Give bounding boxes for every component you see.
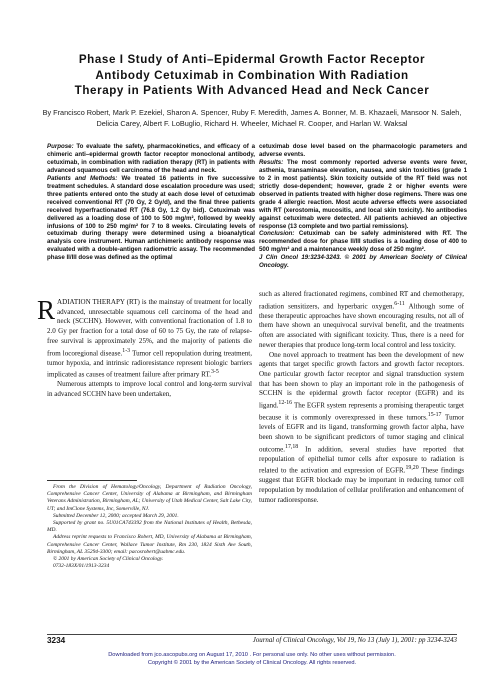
intro-p3-b: The EGFR system represents a promising therapeutic target because it is commonly overexpressed in these tumors. <box>259 401 464 422</box>
footer-divider <box>47 634 457 635</box>
intro-p2-text-b: Although some of these therapeutic approaches have shown encouraging results, not all of them have shown an unequivocal survival benefit, and the treatments often are associated with significant toxicity. Thus, there is a need for newer therapies that produce long-term local control and less toxicity. <box>259 302 464 349</box>
abstract-purpose <box>47 143 255 175</box>
results-label: Results: <box>259 158 284 166</box>
intro-paragraph-2-cont <box>259 290 464 351</box>
intro-p3-a: One novel approach to treatment has been the development of new agents that target specific growth factors and growth factor receptors. One particular growth factor receptor and signal transduction system that has been shown to play an important role in the pathogenesis of SCCHN is the epidermal growth factor receptor (EGFR) and its ligand. <box>259 350 464 410</box>
abstract-results <box>259 159 467 231</box>
ref-superscript: 19,20 <box>405 465 419 472</box>
intro-paragraph-3 <box>259 351 464 506</box>
ref-superscript: 17,18 <box>285 443 299 450</box>
footnote-divider <box>47 480 137 481</box>
intro-paragraph-2: Numerous attempts to improve local control and long-term survival in advanced SCCHN have been undertaken, <box>47 380 252 399</box>
body-left-column <box>37 295 252 400</box>
footnote-funding: Supported by grant no. 5U01CA743392 from the National Institutes of Health, Bethesda, MD. <box>47 520 252 534</box>
article-title: Phase I Study of Anti–Epidermal Growth Factor Receptor Antibody Cetuximab in Combination With Radiation Therapy in Patients With Advanced Head and Neck Cancer <box>74 53 430 97</box>
purpose-label: Purpose: <box>47 143 74 150</box>
ref-superscript: 15-17 <box>427 412 442 419</box>
abstract-left-column <box>47 143 255 262</box>
methods-continued: cetuximab dose level based on the pharmacologic parameters and adverse events. <box>259 143 467 158</box>
methods-text: We treated 16 patients in five successive treatment schedules. A standard dose escalation procedure was used; three patients entered onto the study at each dose level of cetuximab received conventional RT (70 Gy, 2 Gy/d), and the final three patients received hyperfractionated RT (76.8 Gy, 1.2 Gy bid). Cetuximab was delivered as a loading dose of 100 to 500 mg/m², followed by weekly infusions of 100 to 250 mg/m² for 7 to 8 weeks. Circulating levels of cetuximab during therapy were determined using a bioanalytical analysis core instrument. Human antichimeric antibody response was evaluated with a double-antigen radiometric assay. The recommended phase II/III dose was defined as the optimal <box>47 174 255 262</box>
drop-cap: R <box>37 295 56 325</box>
footnote-reprints: Address reprint requests to Francisco Robert, MD, University of Alabama at Birmingham, Comprehensive Cancer Center, Wallace Tumor Institute, Rm 230, 1824 Sixth Ave South, Birmingham, AL 35294-3300; email: pacosrobert@uabmc.edu. <box>47 534 252 555</box>
intro-p3-e: These findings suggest that EGFR blockade may be important in reducing tumor cell repopulation by modulation of cellular proliferation and enhancement of tumor radioresponse. <box>259 466 464 504</box>
footnote-copyright: © 2001 by American Society of Clinical Oncology. <box>53 556 164 563</box>
citation-journal: J Clin Oncol 19:3234-3243. <box>259 254 342 262</box>
intro-p1-lead: ADIATION THERAPY (RT) is the mainstay of treatment for locally advanced, unresectable squamous cell carcinoma of the head and neck (SCCHN). However, with conventional fractionation of 1.8 to 2.0 Gy per fraction for a total dose of 60 to 75 Gy, the rate of relapse-free survival is approximately 25%, and the majority of patients die from locoregional disease. <box>47 298 252 357</box>
conclusion-label: Conclusion: <box>259 230 295 238</box>
author-list: By Francisco Robert, Mark P. Ezekiel, Sharon A. Spencer, Ruby F. Meredith, James A. Bonner, M. B. Khazaeli, Mansoor N. Saleh, Delicia Carey, Albert F. LoBuglio, Richard H. Wheeler, Michael R. Cooper, and Harlan W. Waksal <box>42 108 462 128</box>
footnote-dates: Submitted December 12, 2000; accepted March 29, 2001. <box>53 512 179 519</box>
abstract-citation <box>259 254 467 270</box>
ref-superscript: 12-16 <box>278 400 293 407</box>
intro-p2-text: such as altered fractionated regimens, combined RT and chemotherapy, radiation sensitizers, and hyperbaric oxygen. <box>259 290 464 311</box>
purpose-text: To evaluate the safety, pharmacokinetics, and efficacy of a chimeric anti–epidermal growth factor receptor monoclonal antibody, cetuximab, in combination with radiation therapy (RT) in patients with advanced squamous cell carcinoma of the head and neck. <box>47 143 255 174</box>
download-notice: Downloaded from jco.ascopubs.org on August 17, 2010 . For personal use only. No other uses without permission. <box>108 652 396 658</box>
footnote-affiliations: From the Division of Hematology/Oncology, Department of Radiation Oncology, Comprehensive Cancer Center, University of Alabama at Birmingham, and Birmingham Veterans Administration, Birmingham, AL; University of Utah Medical Center, Salt Lake City, UT; and ImClone Systems, Inc, Somerville, NJ. <box>47 484 252 512</box>
copyright-notice: Copyright © 2001 by the American Society of Clinical Oncology. All rights reserved. <box>147 660 357 666</box>
intro-p3-c: Tumor levels of EGFR and its ligand, transforming growth factor alpha, have been shown to be significant predictors of tumor staging and clinical outcome. <box>259 413 464 453</box>
intro-p3-d: In addition, several studies have reported that repopulation of epithelial tumor cells after exposure to radiation is related to the activation and expression of EGFR. <box>259 444 464 475</box>
footnote-issn: 0732-183X/01/1913-3234 <box>53 563 110 570</box>
abstract-conclusion <box>259 230 467 254</box>
ref-superscript: 1-3 <box>122 347 131 354</box>
citation-copyright: © 2001 by American Society of Clinical Oncology. <box>259 254 467 270</box>
journal-citation-footer: Journal of Clinical Oncology, Vol 19, No 13 (July 1), 2001: pp 3234-3243 <box>252 637 457 644</box>
abstract-right-column <box>259 143 467 270</box>
body-right-column <box>259 290 464 505</box>
conclusion-text: Cetuximab can be safely administered with RT. The recommended dose for phase II/III studies is a loading dose of 400 to 500 mg/m² and a maintenance weekly dose of 250 mg/m². <box>259 230 467 254</box>
footnotes <box>47 484 252 570</box>
ref-superscript: 3-5 <box>211 369 219 376</box>
methods-label: Patients and Methods: <box>47 174 118 182</box>
page-number: 3234 <box>47 636 66 645</box>
ref-superscript: 6-11 <box>394 300 405 307</box>
results-text: The most commonly reported adverse events were fever, asthenia, transaminase elevation, nausea, and skin toxicities (grade 1 to 2 in most patients). Skin toxicity outside of the RT field was not strictly dose-dependent; however, grade 2 or higher events were observed in patients treated with higher dose regimens. There was one grade 4 allergic reaction. Most acute adverse effects were associated with RT (xerostomia, mucositis, and local skin toxicity). No antibodies against cetuximab were detected. All patients achieved an objective response (13 complete and two partial remissions). <box>259 158 467 230</box>
intro-paragraph-1 <box>37 295 252 380</box>
intro-p1-tail: Tumor cell repopulation during treatment, tumor hypoxia, and intrinsic radioresistance represent biologic barriers implicated as causes of treatment failure after primary RT. <box>47 348 252 379</box>
abstract-methods <box>47 175 255 262</box>
